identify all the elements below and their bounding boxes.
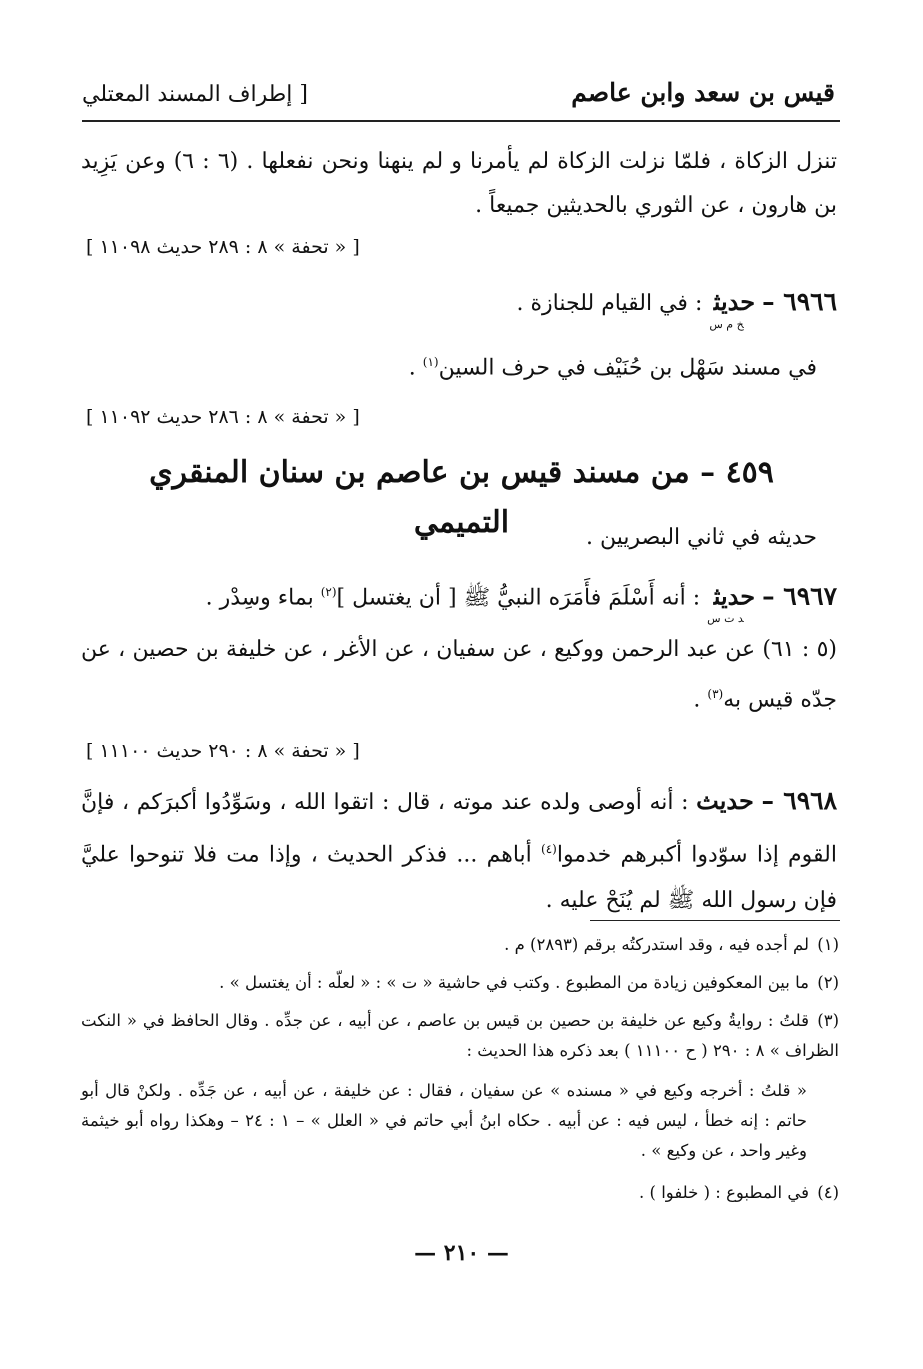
hadith-6967 <box>81 570 837 626</box>
footnote-text: ما بين المعكوفين زيادة من المطبوع . وكتب في حاشية « ت » : « لعلّه : أن يغتسل » . <box>219 973 809 992</box>
hadith-6968 <box>81 778 837 924</box>
footnote-ref: (٢) <box>320 585 337 599</box>
tuhfa-reference-1: [ « تحفة » ٨ : ٢٨٩ حديث ١١٠٩٨ ] <box>86 236 360 258</box>
header-divider <box>82 120 840 122</box>
hadith-number: ٦٩٦٨ – <box>761 786 837 815</box>
tuhfa-reference-3: [ « تحفة » ٨ : ٢٩٠ حديث ١١١٠٠ ] <box>86 740 360 762</box>
running-header-book: [ إطراف المسند المعتلي <box>82 82 308 107</box>
hadith-6966 <box>81 280 837 329</box>
footnote-ref: (٣) <box>707 687 724 701</box>
footnote-3-quote <box>81 1076 807 1166</box>
hadith-label: حديث <box>696 786 754 815</box>
footnote-number: (٤) <box>817 1183 839 1202</box>
footnote-ref: (٤) <box>541 842 557 856</box>
footnote-divider <box>590 920 840 921</box>
isnad-end: . <box>693 687 708 713</box>
hadith-sigla: خ م س <box>709 318 744 331</box>
hadith-number: ٦٩٦٦ – <box>762 287 837 316</box>
hadith-number: ٦٩٦٧ – <box>762 581 837 611</box>
footnote-1 <box>81 930 839 960</box>
footnote-3 <box>81 1006 839 1066</box>
isnad-text: (٥ : ٦١) عن عبد الرحمن ووكيع ، عن سفيان ، عن الأغر ، عن خليفة بن حصين ، عن جدّه قيس به <box>81 637 837 713</box>
page-number: — ٢١٠ — <box>414 1240 509 1266</box>
footnote-text: في المطبوع : ( خلفوا ) . <box>639 1183 809 1202</box>
footnote-ref: (١) <box>422 355 439 369</box>
hadith-6967-chain <box>81 628 837 722</box>
hadith-note-text: في مسند سَهْل بن حُنَيْف في حرف السين <box>438 355 817 381</box>
hadith-label: حديث <box>713 287 756 316</box>
hadith-text-end: أباهم ... فذكر الحديث ، وإذا مت فلا تنوحوا عليَّ فإن رسول الله ﷺ لم يُنَحْ عليه . <box>81 842 837 914</box>
footnote-4 <box>81 1178 839 1208</box>
hadith-text: : أنه أَسْلَمَ فأَمَرَه النبيُّ ﷺ [ أن يغتسل ] <box>336 585 701 611</box>
footnote-text: قلتُ : روايةُ وكيع عن خليفة بن حصين بن قيس بن عاصم ، عن أبيه ، عن جدِّه . وقال الحافظ في « النكت الظراف » ٨ : ٢٩٠ ( ح ١١١٠٠ ) بعد ذكره هذا الحديث : <box>81 1011 839 1060</box>
section-heading: ٤٥٩ – من مسند قيس بن عاصم بن سنان المنقري التميمي <box>149 455 774 540</box>
continuation-paragraph: تنزل الزكاة ، فلمّا نزلت الزكاة لم يأمرنا و لم ينهنا ونحن نفعلها . (٦ : ٦) وعن يَزِيد بن هارون ، عن الثوري بالحديثين جميعاً . <box>81 149 838 218</box>
footnote-2 <box>81 968 839 998</box>
hadith-text: : أنه أوصى ولده عند موته ، قال : اتقوا الله ، وسَوِّدُوا أكبرَكم ، فإنَّ القوم إذا سوّدوا أكبرهم خدموا <box>81 790 837 868</box>
hadith-6966-note <box>81 340 817 390</box>
tuhfa-reference-2: [ « تحفة » ٨ : ٢٨٦ حديث ١١٠٩٢ ] <box>86 406 360 428</box>
hadith-text: : في القيام للجنازة . <box>516 291 703 316</box>
running-header-title: قيس بن سعد وابن عاصم <box>571 78 835 107</box>
footnote-number: (٢) <box>817 973 839 992</box>
hadith-note-end: . <box>408 355 423 381</box>
footnote-number: (١) <box>817 935 839 954</box>
footnote-text: لم أجده فيه ، وقد استدركتُه برقم (٢٨٩٣) م . <box>504 935 809 954</box>
footnote-quote-text: « قلتُ : أخرجه وكيع في « مسنده » عن سفيان ، فقال : عن خليفة ، عن أبيه ، عن جَدِّه . ولكنْ قال أبو حاتم : إنه خطأ ، ليس فيه : عن أبيه . حكاه ابنُ أبي حاتم في « العلل » – ١ : ٢٤ – وهكذا رواه أبو خيثمة وغير واحد ، عن وكيع » . <box>81 1081 807 1160</box>
hadith-label: حديث <box>713 581 756 611</box>
hadith-text-end: بماء وسِدْر . <box>205 585 321 611</box>
footnote-number: (٣) <box>817 1011 839 1030</box>
section-intro: حديثه في ثاني البصريين . <box>586 525 817 550</box>
hadith-sigla: د ت س <box>707 612 744 626</box>
